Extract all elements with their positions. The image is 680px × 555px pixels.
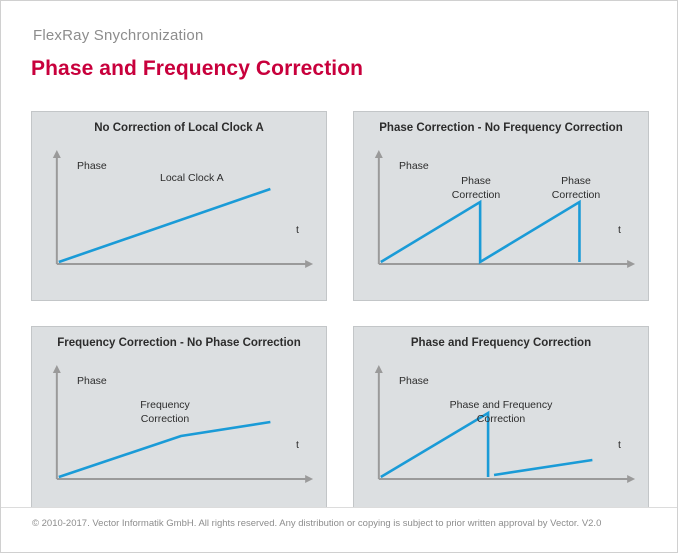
chart-panel-phase-and-frequency-correction	[353, 326, 649, 516]
annotation-frequency-correction	[120, 398, 210, 426]
x-axis-label: t	[296, 439, 299, 451]
x-axis-label: t	[618, 224, 621, 236]
annotation-line: Correction	[140, 413, 190, 426]
slide-eyebrow: FlexRay Snychronization	[33, 27, 204, 44]
chart-panel-title: Phase Correction - No Frequency Correction	[379, 122, 623, 134]
annotation-phase-correction-2	[539, 174, 613, 202]
annotation-local-clock-a: Local Clock A	[160, 172, 224, 184]
slide-footer	[1, 507, 677, 552]
y-axis-label: Phase	[77, 160, 107, 172]
annotation-phase-correction-1	[439, 174, 513, 202]
copyright-text: © 2010-2017. Vector Informatik GmbH. All rights reserved. Any distribution or copying is subject to prior written approval by Vector. V2.0	[32, 518, 602, 529]
annotation-phase-and-frequency-correction	[416, 398, 586, 426]
y-axis-label: Phase	[77, 375, 107, 387]
chart-panel-no-correction	[31, 111, 327, 301]
annotation-line: Phase and Frequency	[449, 399, 553, 411]
x-axis-label: t	[618, 439, 621, 451]
annotation-line: Frequency	[140, 399, 190, 411]
chart-panel-frequency-correction	[31, 326, 327, 516]
annotation-line: Correction	[476, 413, 526, 426]
x-axis-label: t	[296, 224, 299, 236]
y-axis-label: Phase	[399, 160, 429, 172]
annotation-line: Phase	[461, 175, 491, 187]
chart-panel-title: No Correction of Local Clock A	[94, 122, 264, 134]
chart-panel-title: Phase and Frequency Correction	[410, 337, 592, 349]
annotation-line: Phase	[561, 175, 591, 187]
chart-panel-phase-correction	[353, 111, 649, 301]
chart-panel-title: Frequency Correction - No Phase Correction	[57, 337, 301, 349]
annotation-line: Correction	[551, 189, 601, 202]
page-title: Phase and Frequency Correction	[31, 57, 364, 80]
y-axis-label: Phase	[399, 375, 429, 387]
annotation-line: Correction	[451, 189, 501, 202]
